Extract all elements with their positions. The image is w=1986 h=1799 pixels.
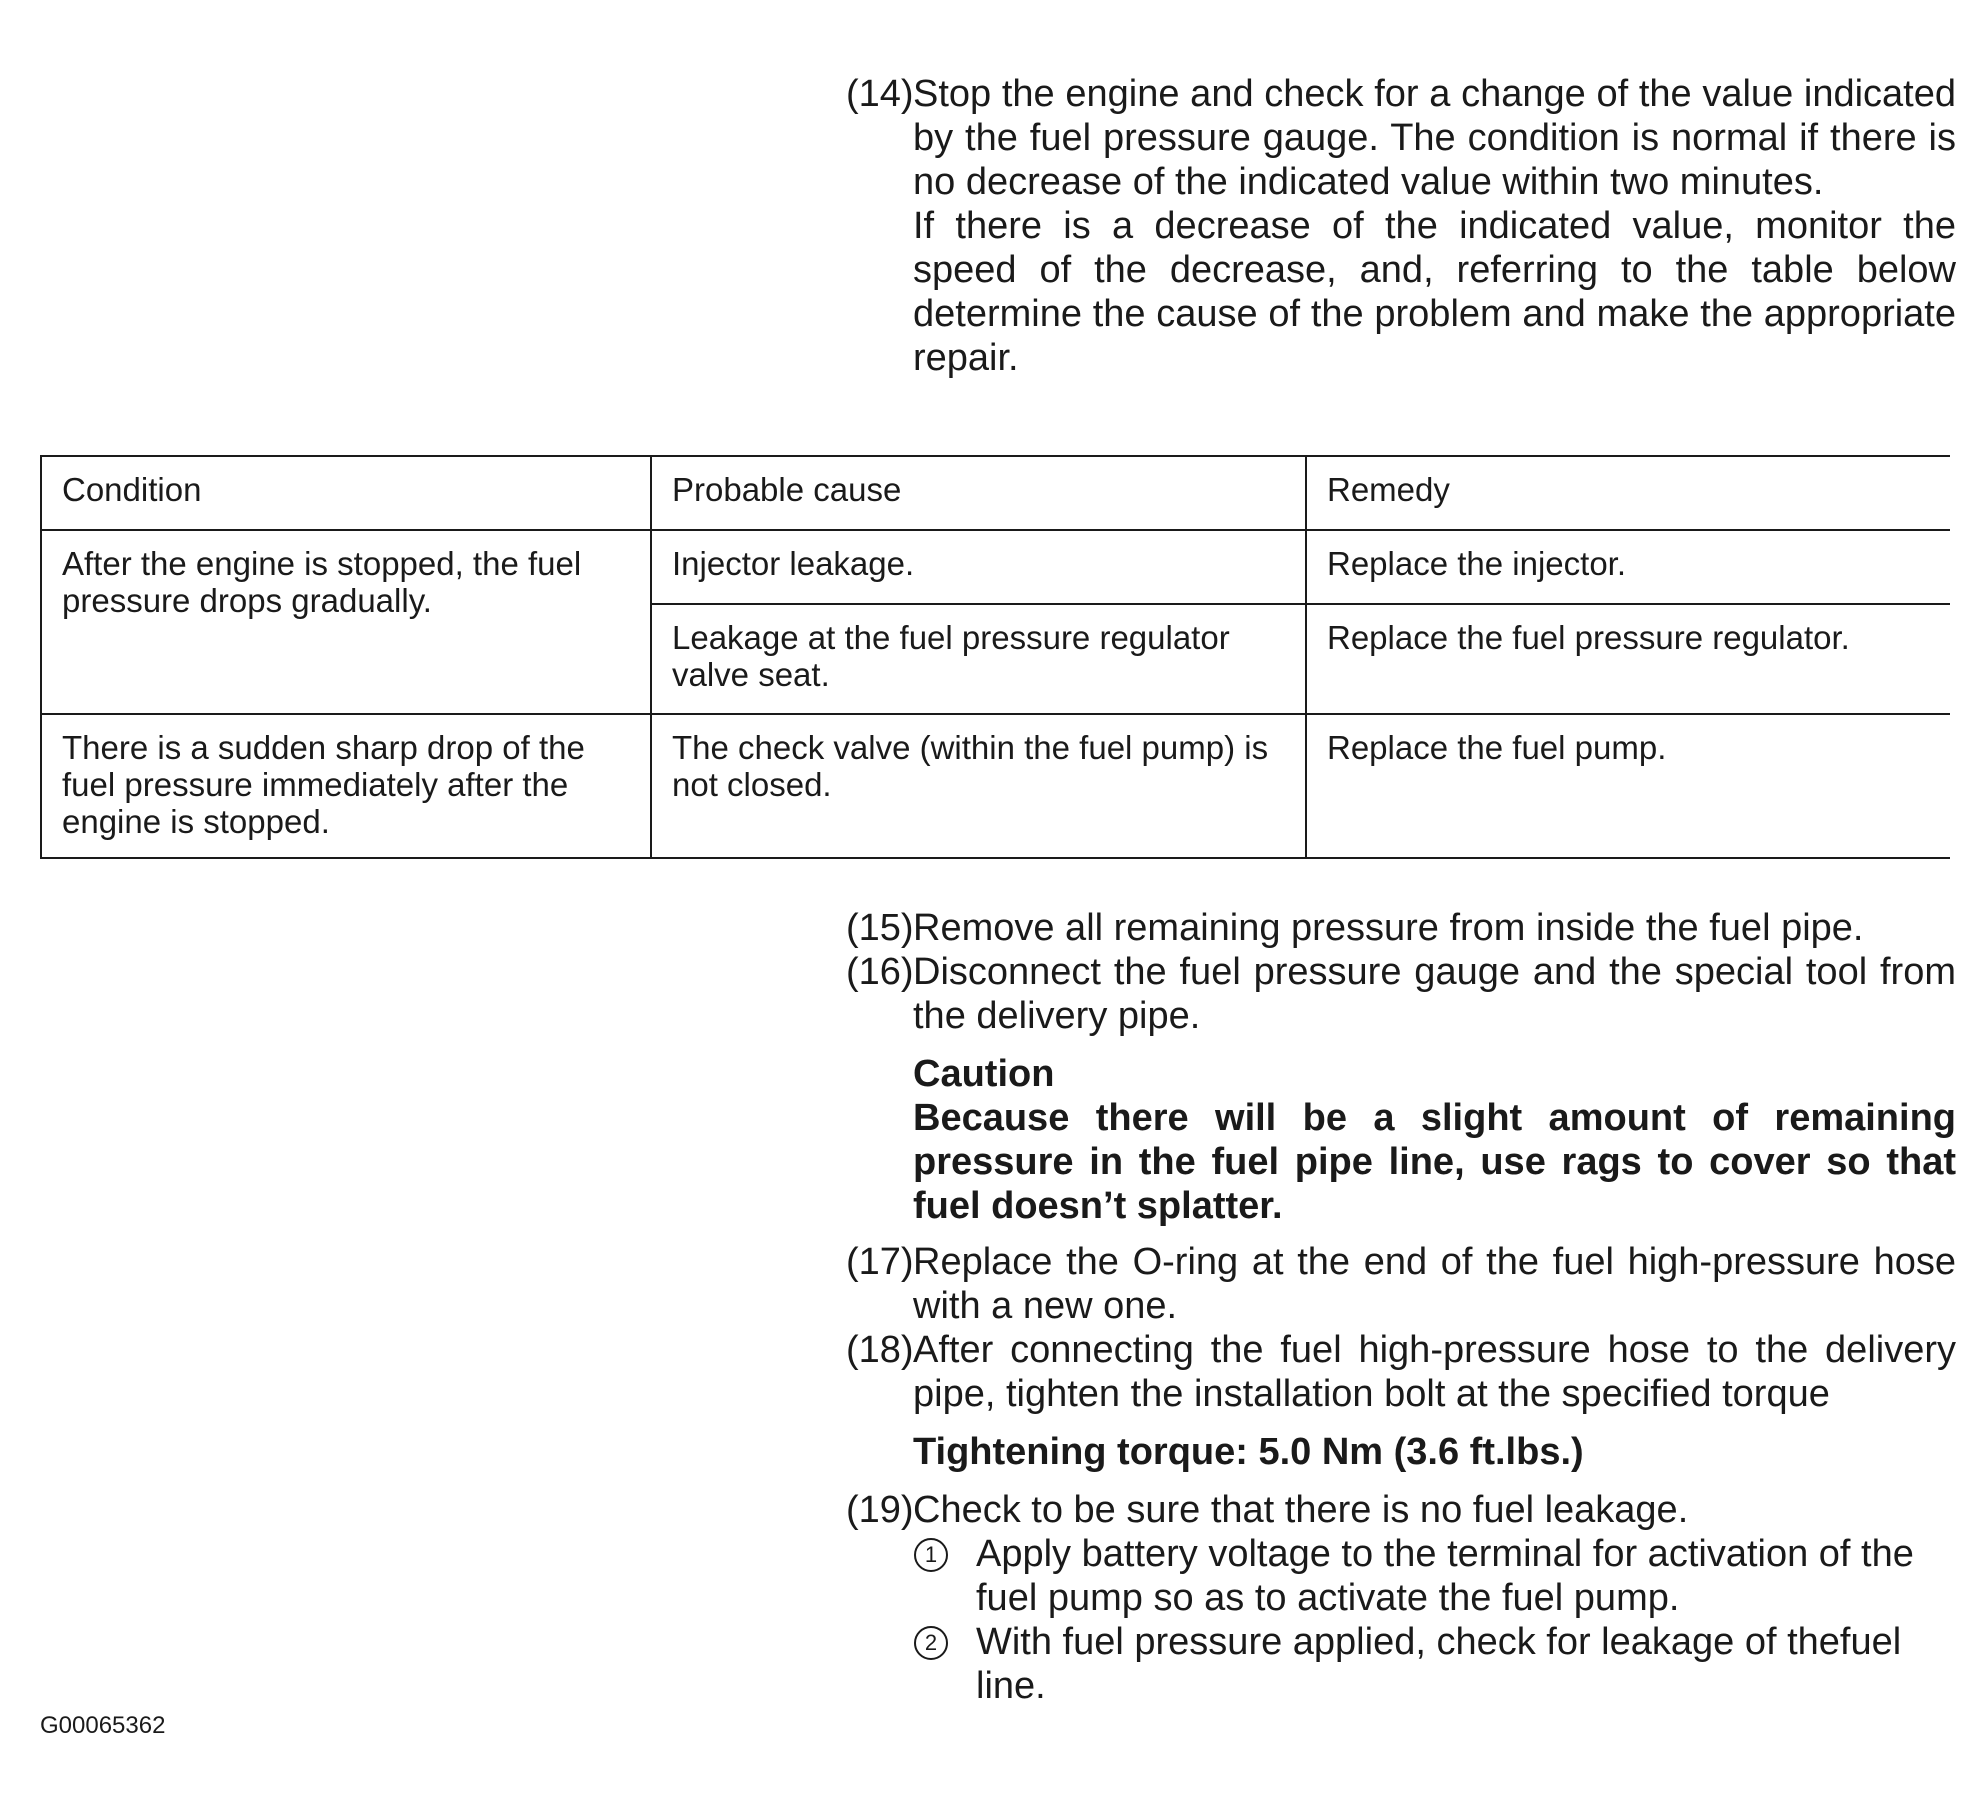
caution-title: Caution (913, 1053, 1055, 1095)
table-row (41, 714, 1950, 858)
circled-number-1-icon: 1 (914, 1538, 948, 1572)
step-number: (17) (846, 1241, 914, 1283)
step-16 (846, 950, 1956, 1038)
diagnosis-table (40, 455, 1950, 859)
sub-step-2 (846, 1620, 1956, 1708)
step-number: (14) (846, 73, 914, 115)
tightening-torque: Tightening torque: 5.0 Nm (3.6 ft.lbs.) (913, 1431, 1584, 1473)
step-text: Check to be sure that there is no fuel leakage. (913, 1489, 1689, 1531)
table-row (41, 530, 1950, 604)
condition-cell: After the engine is stopped, the fuel pressure drops gradually. (41, 530, 651, 714)
step-15 (846, 906, 1956, 950)
cause-cell: Injector leakage. (651, 530, 1306, 604)
table-header-row (41, 456, 1950, 530)
step-18 (846, 1328, 1956, 1416)
sub-step-text: With fuel pressure applied, check for leakage of thefuel line. (976, 1621, 1902, 1707)
caution-block (846, 1052, 1956, 1228)
step-text: Disconnect the fuel pressure gauge and the special tool from the delivery pipe. (913, 951, 1956, 1037)
header-condition: Condition (41, 456, 651, 530)
procedure-bottom (846, 906, 1956, 1708)
step-number: (18) (846, 1329, 914, 1371)
circled-number-2-icon: 2 (914, 1626, 948, 1660)
step-number: (16) (846, 951, 914, 993)
figure-code: G00065362 (40, 1712, 166, 1739)
cause-cell: The check valve (within the fuel pump) is not closed. (651, 714, 1306, 858)
header-probable-cause: Probable cause (651, 456, 1306, 530)
condition-cell: There is a sudden sharp drop of the fuel pressure immediately after the engine is stopped. (41, 714, 651, 858)
step-text: After connecting the fuel high-pressure hose to the delivery pipe, tighten the installation bolt at the specified torque (913, 1329, 1956, 1415)
step-number: (19) (846, 1489, 914, 1531)
remedy-cell: Replace the fuel pressure regulator. (1306, 604, 1950, 714)
step-text: Stop the engine and check for a change of the value indicated by the fuel pressure gauge. The condition is normal if there is no decrease of the indicated value within two minutes. (913, 73, 1956, 203)
step-14 (846, 72, 1956, 380)
step-text-continued: If there is a decrease of the indicated value, monitor the speed of the decrease, and, referring to the table below determine the cause of the problem and make the appropriate repair. (913, 205, 1956, 379)
caution-body: Because there will be a slight amount of remaining pressure in the fuel pipe line, use rags to cover so that fuel doesn’t splatter. (913, 1097, 1956, 1227)
remedy-cell: Replace the injector. (1306, 530, 1950, 604)
step-number: (15) (846, 907, 914, 949)
step-text: Replace the O-ring at the end of the fuel high-pressure hose with a new one. (913, 1241, 1956, 1327)
procedure-top (846, 72, 1956, 380)
sub-step-text: Apply battery voltage to the terminal for activation of the fuel pump so as to activate the fuel pump. (976, 1533, 1914, 1619)
header-remedy: Remedy (1306, 456, 1950, 530)
cause-cell: Leakage at the fuel pressure regulator valve seat. (651, 604, 1306, 714)
step-text: Remove all remaining pressure from inside the fuel pipe. (913, 907, 1864, 949)
sub-step-1 (846, 1532, 1956, 1620)
remedy-cell: Replace the fuel pump. (1306, 714, 1950, 858)
step-17 (846, 1240, 1956, 1328)
step-19 (846, 1488, 1956, 1532)
